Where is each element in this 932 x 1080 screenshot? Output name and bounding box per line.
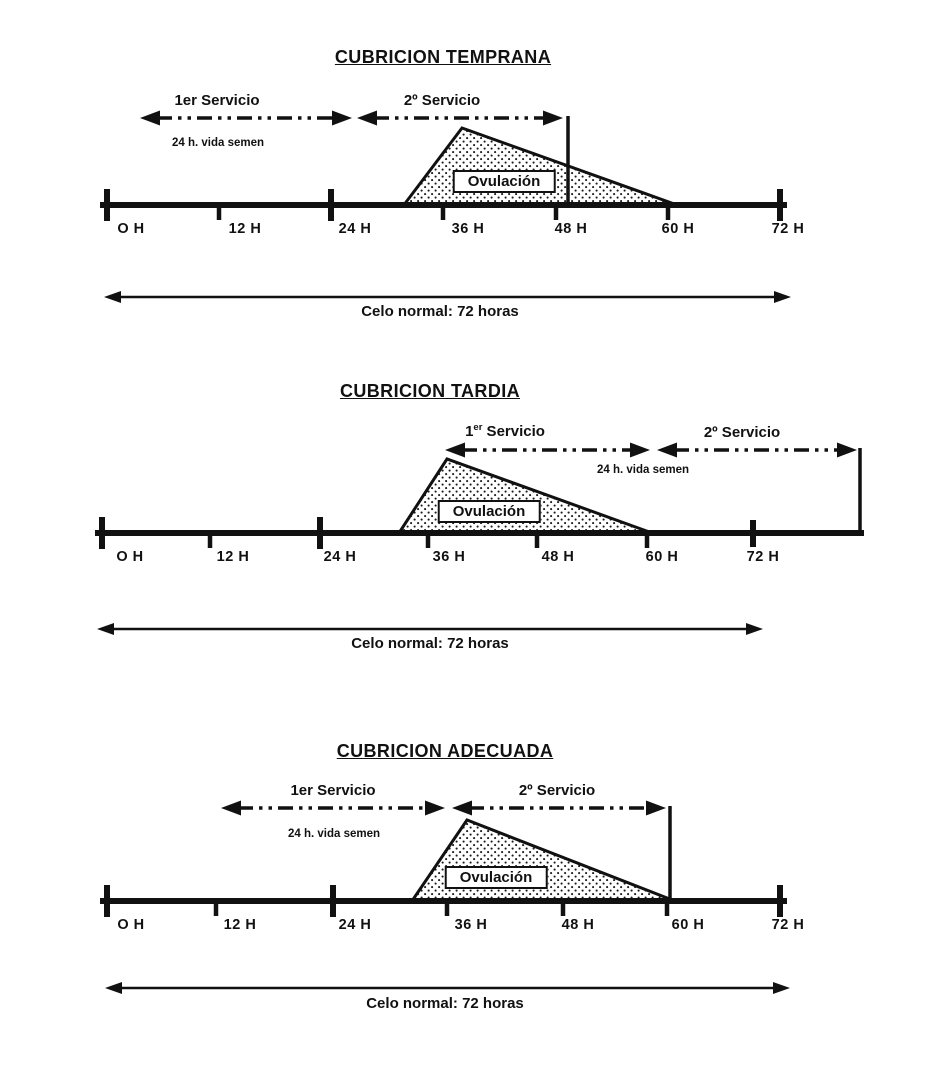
arrowhead-left-icon [657, 443, 677, 458]
tick-label-60h: 60 H [671, 917, 705, 933]
tick-label-0h: O H [117, 917, 145, 933]
arrowhead-left-icon [97, 623, 114, 635]
tick-label-72h: 72 H [771, 917, 805, 933]
first-service-number: 1er [290, 782, 313, 799]
first-service-number: 1 [465, 423, 474, 440]
ovulation-label: Ovulación [445, 866, 548, 889]
second-service-label: 2º Servicio [703, 424, 781, 441]
tick-label-36h: 36 H [432, 549, 466, 565]
tick-label-12h: 12 H [223, 917, 257, 933]
first-service-word: Servicio [312, 782, 376, 799]
arrowhead-left-icon [357, 111, 377, 126]
first-service-sup: er [473, 422, 483, 433]
tick-label-24h: 24 H [338, 917, 372, 933]
tick-label-60h: 60 H [661, 221, 695, 237]
tick-label-48h: 48 H [541, 549, 575, 565]
first-service-arrow [140, 111, 352, 126]
arrowhead-right-icon [425, 801, 445, 816]
celo-span-arrow [105, 982, 790, 994]
arrowhead-right-icon [332, 111, 352, 126]
tick-label-0h: O H [116, 549, 144, 565]
tick-label-60h: 60 H [645, 549, 679, 565]
arrowhead-right-icon [773, 982, 790, 994]
tick-label-12h: 12 H [216, 549, 250, 565]
section-title: CUBRICION TEMPRANA [334, 47, 552, 67]
first-service-word: Servicio [196, 92, 260, 109]
second-service-label: 2º Servicio [518, 782, 596, 799]
tick-label-48h: 48 H [554, 221, 588, 237]
semen-life-note: 24 h. vida semen [171, 137, 265, 149]
arrowhead-right-icon [746, 623, 763, 635]
celo-normal-label: Celo normal: 72 horas [361, 303, 519, 320]
first-service-arrow [445, 443, 650, 458]
celo-span-arrow [97, 623, 763, 635]
arrowhead-left-icon [140, 111, 160, 126]
second-service-arrow [452, 801, 666, 816]
arrowhead-left-icon [452, 801, 472, 816]
celo-normal-label: Celo normal: 72 horas [366, 995, 524, 1012]
arrowhead-right-icon [774, 291, 791, 303]
first-service-label [290, 782, 375, 799]
arrowhead-left-icon [445, 443, 465, 458]
tick-label-0h: O H [117, 221, 145, 237]
ovulation-label: Ovulación [438, 500, 541, 523]
first-service-label [174, 92, 259, 109]
semen-life-note: 24 h. vida semen [596, 464, 690, 476]
second-service-arrow [657, 443, 857, 458]
second-service-label: 2º Servicio [403, 92, 481, 109]
celo-normal-label: Celo normal: 72 horas [351, 635, 509, 652]
arrowhead-right-icon [646, 801, 666, 816]
tardia-graphics [95, 443, 864, 636]
tick-label-24h: 24 H [338, 221, 372, 237]
arrowhead-right-icon [630, 443, 650, 458]
tick-label-72h: 72 H [746, 549, 780, 565]
arrowhead-right-icon [837, 443, 857, 458]
semen-life-note: 24 h. vida semen [287, 828, 381, 840]
arrowhead-left-icon [104, 291, 121, 303]
first-service-number: 1er [174, 92, 197, 109]
first-service-label [465, 423, 545, 440]
tick-label-72h: 72 H [771, 221, 805, 237]
arrowhead-left-icon [105, 982, 122, 994]
section-title: CUBRICION TARDIA [339, 381, 521, 401]
celo-span-arrow [104, 291, 791, 303]
tick-label-24h: 24 H [323, 549, 357, 565]
arrowhead-left-icon [221, 801, 241, 816]
first-service-word: Servicio [482, 423, 545, 440]
adecuada-graphics [100, 801, 790, 995]
tick-label-36h: 36 H [454, 917, 488, 933]
second-service-arrow [357, 111, 563, 126]
section-title: CUBRICION ADECUADA [336, 741, 554, 761]
tick-label-12h: 12 H [228, 221, 262, 237]
arrowhead-right-icon [543, 111, 563, 126]
tick-label-36h: 36 H [451, 221, 485, 237]
tick-label-48h: 48 H [561, 917, 595, 933]
first-service-arrow [221, 801, 445, 816]
ovulation-label: Ovulación [453, 170, 556, 193]
